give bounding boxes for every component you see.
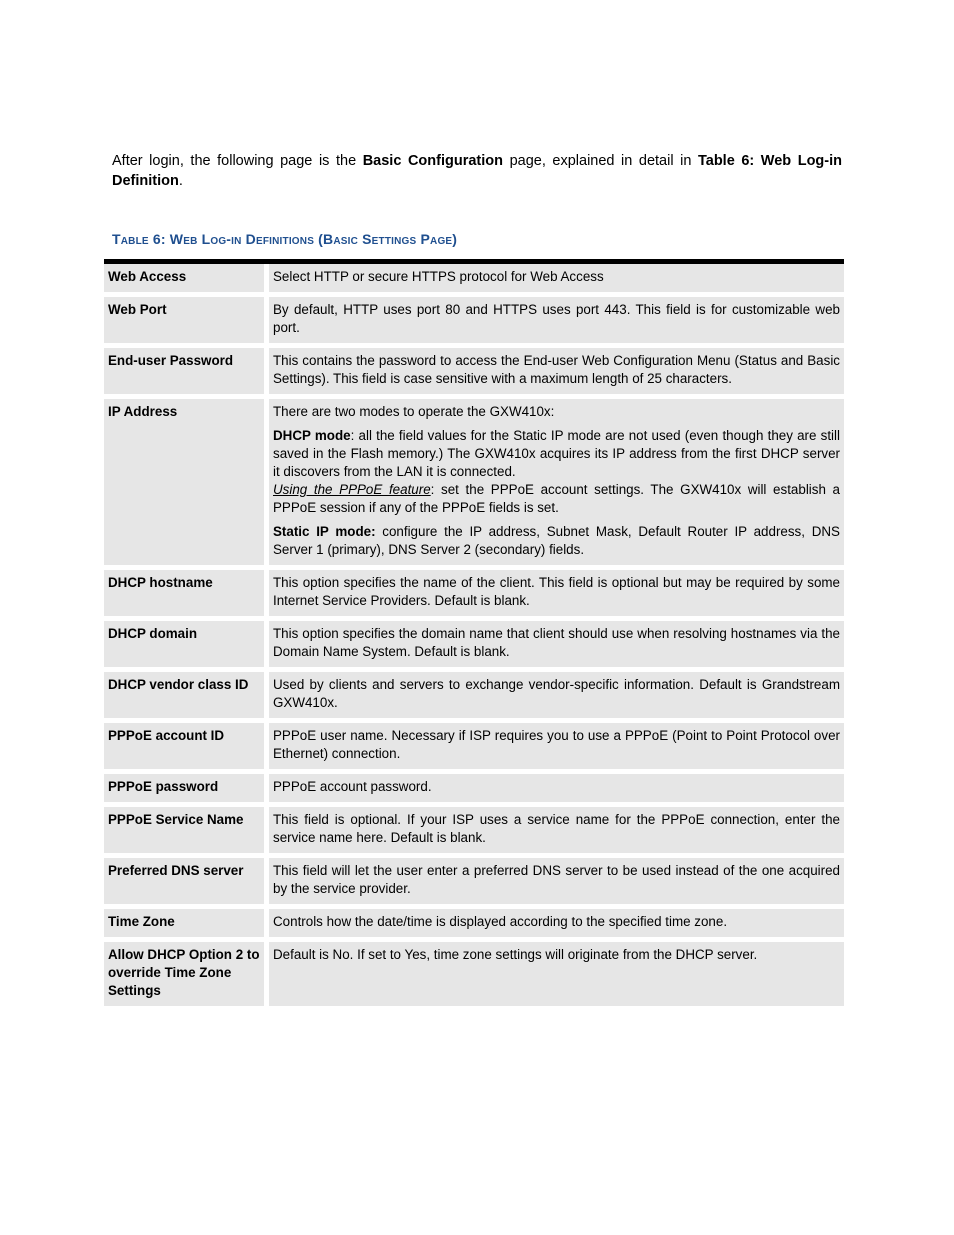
row-label: IP Address [104, 399, 269, 565]
table-row [104, 723, 844, 769]
row-label: Preferred DNS server [104, 858, 269, 904]
dhcp-mode-desc: : all the field values for the Static IP mode are not used (even though they are still saved in the Flash memory.) The GXW410x acquires its IP address from the first DHCP server it discovers from the LAN it is connected. [273, 428, 840, 479]
row-definition: This contains the password to access the End-user Web Configuration Menu (Status and Basic Settings). This field is case sensitive with a maximum length of 25 characters. [269, 348, 844, 394]
row-definition: Select HTTP or secure HTTPS protocol for Web Access [269, 264, 844, 292]
pppoe-feature-desc: : set the PPPoE account settings. The GXW410x will establish a PPPoE session if any of the PPPoE fields is set. [273, 482, 841, 515]
row-label: PPPoE Service Name [104, 807, 269, 853]
table-row [104, 570, 844, 616]
pppoe-feature-text [273, 481, 840, 517]
row-label: DHCP hostname [104, 570, 269, 616]
row-label: Web Port [104, 297, 269, 343]
row-label: Time Zone [104, 909, 269, 937]
row-definition: Controls how the date/time is displayed according to the specified time zone. [269, 909, 844, 937]
row-definition: Default is No. If set to Yes, time zone settings will originate from the DHCP server. [269, 942, 844, 1006]
row-definition: PPPoE account password. [269, 774, 844, 802]
table-row [104, 672, 844, 718]
row-definition: This field will let the user enter a preferred DNS server to be used instead of the one acquired by the service provider. [269, 858, 844, 904]
row-label: DHCP vendor class ID [104, 672, 269, 718]
row-label: Web Access [104, 264, 269, 292]
table-row [104, 858, 844, 904]
row-label: PPPoE password [104, 774, 269, 802]
table-row [104, 264, 844, 292]
table-row [104, 942, 844, 1006]
intro-paragraph [112, 151, 842, 191]
row-definition: This option specifies the domain name that client should use when resolving hostnames via the Domain Name System. Default is blank. [269, 621, 844, 667]
table-row [104, 348, 844, 394]
row-definition [269, 399, 844, 565]
dhcp-mode-label: DHCP mode [273, 428, 351, 443]
ip-intro-text: There are two modes to operate the GXW410x: [273, 404, 555, 419]
row-definition: Used by clients and servers to exchange vendor-specific information. Default is Grandstream GXW410x. [269, 672, 844, 718]
static-ip-desc: configure the IP address, Subnet Mask, Default Router IP address, DNS Server 1 (primary), DNS Server 2 (secondary) fields. [273, 524, 840, 557]
intro-text-before: After login, the following page is the [112, 153, 363, 169]
dhcp-mode-text [273, 427, 840, 481]
intro-text-end: . [178, 173, 183, 189]
pppoe-feature-link[interactable]: Using the PPPoE feature [273, 482, 431, 497]
row-label: PPPoE account ID [104, 723, 269, 769]
row-definition: This field is optional. If your ISP uses a service name for the PPPoE connection, enter the service name here. Default is blank. [269, 807, 844, 853]
static-ip-label: Static IP mode: [273, 524, 376, 539]
row-definition: By default, HTTP uses port 80 and HTTPS uses port 443. This field is for customizable web port. [269, 297, 844, 343]
table-row [104, 399, 844, 565]
table-caption: Table 6: Web Log-in Definitions (Basic Settings Page) [112, 231, 458, 247]
table-row [104, 774, 844, 802]
row-label: End-user Password [104, 348, 269, 394]
intro-bold-ref: Table 6: Web Log-in Definition [112, 153, 842, 189]
table-row [104, 807, 844, 853]
row-definition: This option specifies the name of the client. This field is optional but may be required by some Internet Service Providers. Default is blank. [269, 570, 844, 616]
table-row [104, 909, 844, 937]
row-label: DHCP domain [104, 621, 269, 667]
definitions-table [104, 259, 844, 1011]
row-label: Allow DHCP Option 2 to override Time Zone Settings [104, 942, 269, 1006]
table-row [104, 297, 844, 343]
intro-text-middle: page, explained in detail in [503, 153, 698, 169]
row-definition: PPPoE user name. Necessary if ISP requires you to use a PPPoE (Point to Point Protocol over Ethernet) connection. [269, 723, 844, 769]
table-row [104, 621, 844, 667]
static-ip-text [273, 523, 840, 559]
intro-bold-page: Basic Configuration [362, 153, 503, 169]
